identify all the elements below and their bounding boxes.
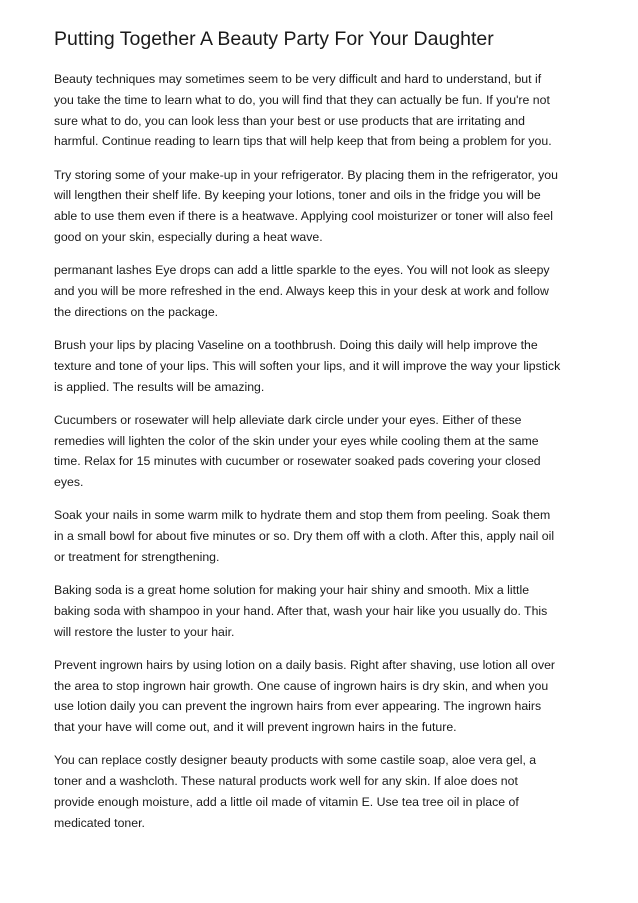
text-line: is applied. The results will be amazing. <box>54 379 265 394</box>
paragraph <box>54 69 590 152</box>
text-line: Beauty techniques may sometimes seem to be very difficult and hard to understand, but if <box>54 72 542 86</box>
text-line: sure what to do, you can look less than your best or use products that are irritating and <box>54 113 525 128</box>
text-line: Prevent ingrown hairs by using lotion on a daily basis. Right after shaving, use lotion all over <box>54 657 556 672</box>
text-line: baking soda with shampoo in your hand. After that, wash your hair like you usually do. This <box>54 603 548 618</box>
text-line: Soak your nails in some warm milk to hydrate them and stop them from peeling. Soak them <box>54 508 551 523</box>
text-line: medicated toner. <box>54 815 145 830</box>
paragraph <box>54 410 590 493</box>
text-line: or treatment for strengthening. <box>54 549 220 564</box>
text-line: Baking soda is a great home solution for making your hair shiny and smooth. Mix a little <box>54 583 530 598</box>
text-line: will restore the luster to your hair. <box>54 624 235 639</box>
paragraph <box>54 260 590 322</box>
document-page <box>54 26 590 846</box>
paragraph <box>54 335 590 397</box>
text-line: use lotion daily you can prevent the ingrown hairs from ever appearing. The ingrown hairs <box>54 699 542 714</box>
text-line: in a small bowl for about five minutes or so. Dry them off with a cloth. After this, apply nail oil <box>54 529 555 544</box>
text-line: the area to stop ingrown hair growth. One cause of ingrown hairs is dry skin, and when you <box>54 678 549 693</box>
text-line: time. Relax for 15 minutes with cucumber or rosewater soaked pads covering your closed <box>54 454 541 469</box>
text-line: provide enough moisture, add a little oil made of vitamin E. Use tea tree oil in place of <box>54 795 519 810</box>
text-line: good on your skin, especially during a heat wave. <box>54 229 323 244</box>
text-line: and you will be more refreshed in the end. Always keep this in your desk at work and follow <box>54 283 549 298</box>
paragraph <box>54 505 590 567</box>
text-line: you take the time to learn what to do, you will find that they can actually be fun. If you're not <box>54 92 550 107</box>
text-line: harmful. Continue reading to learn tips that will help keep that from being a problem for you. <box>54 134 552 149</box>
paragraph <box>54 655 590 738</box>
text-line: remedies will lighten the color of the skin under your eyes while cooling them at the same <box>54 433 539 448</box>
text-line: toner and a washcloth. These natural products work well for any skin. If aloe does not <box>54 774 518 789</box>
text-line: eyes. <box>54 475 84 490</box>
text-line: that your have will come out, and it will prevent ingrown hairs in the future. <box>54 720 457 735</box>
paragraph <box>54 580 590 642</box>
paragraph <box>54 165 590 248</box>
paragraph <box>54 750 590 833</box>
text-line: permanant lashes Eye drops can add a little sparkle to the eyes. You will not look as sleepy <box>54 263 550 278</box>
text-line: able to use them even if there is a heatwave. Applying cool moisturizer or toner will also feel <box>54 209 553 224</box>
text-line: texture and tone of your lips. This will soften your lips, and it will improve the way your lipstick <box>54 358 561 373</box>
text-line: the directions on the package. <box>54 304 219 319</box>
text-line: You can replace costly designer beauty products with some castile soap, aloe vera gel, a <box>54 753 537 768</box>
text-line: Brush your lips by placing Vaseline on a toothbrush. Doing this daily will help improve the <box>54 337 538 352</box>
text-line: will lengthen their shelf life. By keeping your lotions, toner and oils in the fridge you will be <box>54 188 541 203</box>
text-line: Try storing some of your make-up in your refrigerator. By placing them in the refrigerator, you <box>54 167 558 182</box>
text-line: Cucumbers or rosewater will help alleviate dark circle under your eyes. Either of these <box>54 412 522 427</box>
document-body <box>54 69 590 834</box>
document-title: Putting Together A Beauty Party For Your Daughter <box>54 28 494 50</box>
